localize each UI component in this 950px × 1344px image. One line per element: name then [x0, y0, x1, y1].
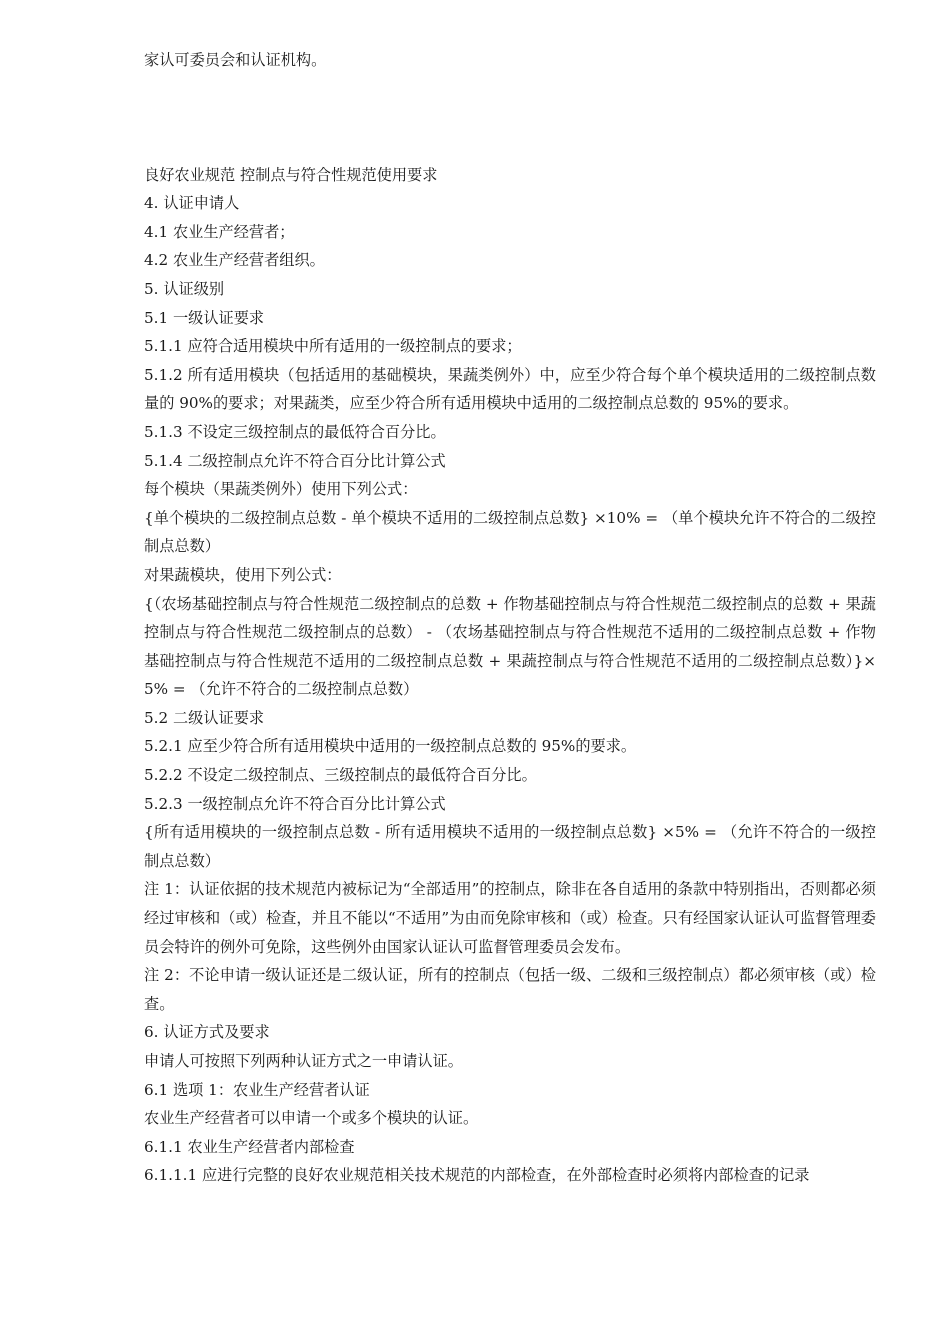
paragraph: 5.2.3 一级控制点允许不符合百分比计算公式	[144, 794, 446, 813]
paragraph: 5.1.3 不设定三级控制点的最低符合百分比。	[144, 422, 446, 441]
note: 注 2：不论申请一级认证还是二级认证，所有的控制点（包括一级、二级和三级控制点）都必须审核（或）检查。	[144, 966, 876, 1013]
paragraph: 6.1.1.1 应进行完整的良好农业规范相关技术规范的内部检查，在外部检查时必须将内部检查的记录	[144, 1166, 810, 1185]
paragraph: 家认可委员会和认证机构。	[144, 51, 327, 69]
section-heading: 5. 认证级别	[144, 279, 225, 298]
section-heading: 6. 认证方式及要求	[144, 1023, 270, 1042]
document-title: 良好农业规范 控制点与符合性规范使用要求	[144, 165, 438, 184]
subsection-heading: 5.2 二级认证要求	[144, 708, 265, 727]
subsection-heading: 6.1.1 农业生产经营者内部检查	[144, 1137, 355, 1156]
section-heading: 4. 认证申请人	[144, 194, 240, 213]
paragraph: 每个模块（果蔬类例外）使用下列公式：	[144, 480, 418, 499]
subsection-heading: 5.1 一级认证要求	[144, 308, 265, 327]
document-page	[144, 46, 876, 1190]
paragraph: 对果蔬模块，使用下列公式：	[144, 565, 342, 584]
formula: {（农场基础控制点与符合性规范二级控制点的总数 + 作物基础控制点与符合性规范二级控制点的总数 + 果蔬控制点与符合性规范二级控制点的总数） - （农场基础控制点与符合性规范不适用的二级控制点总数 + 作物基础控制点与符合性规范不适用的二级控制点总数 + 果蔬控制点与符合性规范不适用的二级控制点总数）}×5% = （允许不符合的二级控制点总数）	[144, 594, 876, 699]
paragraph: 5.2.2 不设定二级控制点、三级控制点的最低符合百分比。	[144, 766, 537, 785]
paragraph: 5.2.1 应至少符合所有适用模块中适用的一级控制点总数的 95%的要求。	[144, 737, 637, 756]
paragraph: 5.1.1 应符合适用模块中所有适用的一级控制点的要求；	[144, 337, 522, 356]
paragraph: 5.1.4 二级控制点允许不符合百分比计算公式	[144, 451, 446, 470]
paragraph: 农业生产经营者可以申请一个或多个模块的认证。	[144, 1109, 479, 1128]
paragraph: 4.1 农业生产经营者；	[144, 222, 295, 241]
paragraph: 申请人可按照下列两种认证方式之一申请认证。	[144, 1052, 463, 1070]
subsection-heading: 6.1 选项 1：农业生产经营者认证	[144, 1080, 370, 1099]
paragraph: 5.1.2 所有适用模块（包括适用的基础模块，果蔬类例外）中，应至少符合每个单个模块适用的二级控制点数量的 90%的要求；对果蔬类，应至少符合所有适用模块中适用的二级控制点总数的 95%的要求。	[144, 365, 876, 413]
formula: {单个模块的二级控制点总数 - 单个模块不适用的二级控制点总数} ×10% = （单个模块允许不符合的二级控制点总数）	[144, 508, 876, 556]
formula: {所有适用模块的一级控制点总数 - 所有适用模块不适用的一级控制点总数} ×5% = （允许不符合的一级控制点总数）	[144, 823, 876, 870]
paragraph: 4.2 农业生产经营者组织。	[144, 251, 325, 270]
note: 注 1：认证依据的技术规范内被标记为“全部适用”的控制点，除非在各自适用的条款中特别指出，否则都必须经过审核和（或）检查，并且不能以“不适用”为由而免除审核和（或）检查。只有经国家认证认可监督管理委员会特许的例外可免除，这些例外由国家认证认可监督管理委员会发布。	[144, 880, 876, 956]
